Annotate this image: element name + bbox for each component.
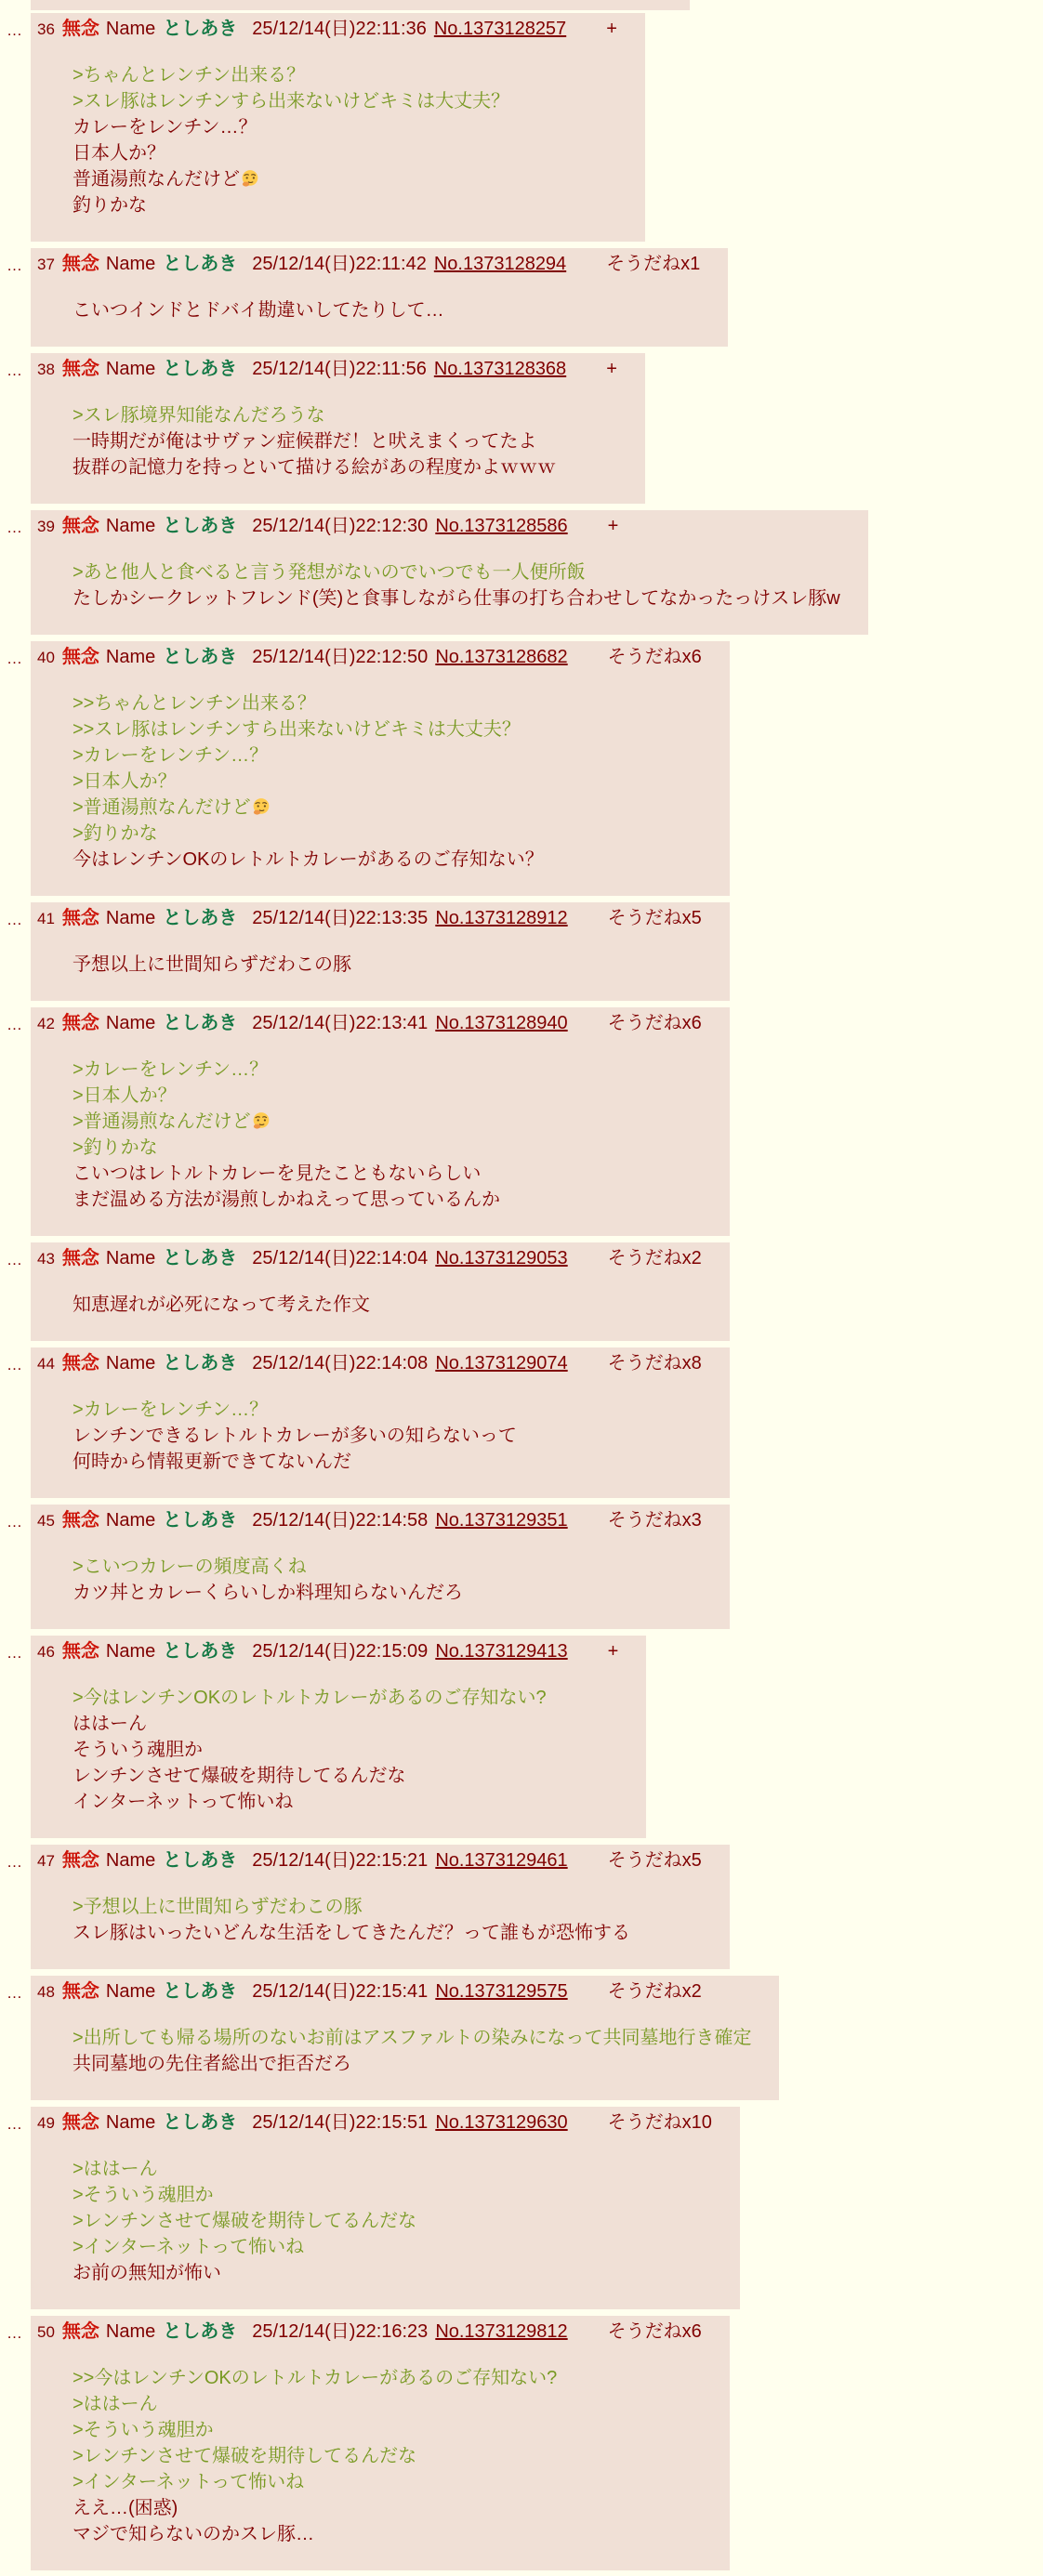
post-subject: 無念 bbox=[61, 1013, 99, 1033]
body-line: 何時から情報更新できてないんだ bbox=[73, 1452, 351, 1472]
post-datetime: 25/12/14(日)22:14:58 bbox=[252, 1510, 429, 1531]
post-no-link[interactable]: No.1373129074 bbox=[435, 1353, 568, 1373]
post-subject: 無念 bbox=[61, 359, 99, 379]
poster-name: としあき bbox=[163, 359, 238, 379]
post-menu-dots[interactable]: … bbox=[7, 1984, 23, 2002]
post-header bbox=[37, 905, 702, 932]
quote-line: >普通湯煎なんだけど bbox=[73, 795, 702, 821]
quote-line: >カレーをレンチン…？ bbox=[73, 1059, 269, 1080]
post-block bbox=[31, 902, 730, 1001]
previous-post-partial-block bbox=[31, 0, 690, 10]
quote-line: >ははーん bbox=[73, 2394, 158, 2414]
post-number: 44 bbox=[37, 1355, 55, 1373]
sodane-plus-button[interactable]: + bbox=[606, 359, 617, 379]
poster-name: としあき bbox=[163, 1013, 238, 1033]
post-menu-dots[interactable]: … bbox=[7, 1853, 23, 1871]
post-number: 36 bbox=[37, 20, 55, 38]
post-subject: 無念 bbox=[61, 908, 99, 928]
post-block bbox=[31, 1845, 730, 1969]
post-menu-dots[interactable]: … bbox=[7, 361, 23, 379]
post-row bbox=[0, 248, 1043, 347]
post-row bbox=[0, 641, 1043, 896]
post-datetime: 25/12/14(日)22:14:08 bbox=[252, 1353, 429, 1373]
post-subject: 無念 bbox=[61, 516, 99, 536]
post-number: 37 bbox=[37, 256, 55, 273]
post-menu-dots[interactable]: … bbox=[7, 650, 23, 667]
post-no-link[interactable]: No.1373129351 bbox=[435, 1510, 568, 1531]
post-subject: 無念 bbox=[61, 1981, 99, 2002]
post-subject: 無念 bbox=[61, 1248, 99, 1268]
post-header bbox=[37, 1350, 702, 1377]
post-row bbox=[0, 1007, 1043, 1236]
sodane-count[interactable]: そうだねx6 bbox=[607, 1013, 702, 1033]
post-subject: 無念 bbox=[61, 1510, 99, 1531]
post-block bbox=[31, 1636, 646, 1838]
sodane-count[interactable]: そうだねx10 bbox=[607, 2112, 712, 2133]
body-line: 予想以上に世間知らずだわこの豚 bbox=[73, 954, 351, 975]
sodane-count[interactable]: そうだねx5 bbox=[607, 908, 702, 928]
body-line: ええ…(困惑) bbox=[73, 2498, 178, 2518]
quote-line: >インターネットって怖いね bbox=[73, 2237, 305, 2257]
poster-name: としあき bbox=[163, 908, 238, 928]
post-datetime: 25/12/14(日)22:11:56 bbox=[252, 359, 427, 379]
poster-name: としあき bbox=[163, 1248, 238, 1268]
post-header bbox=[37, 356, 617, 383]
quote-line: >そういう魂胆か bbox=[73, 2185, 214, 2205]
quote-line: >出所しても帰る場所のないお前はアスファルトの染みになって共同墓地行き確定 bbox=[73, 2028, 752, 2048]
sodane-count[interactable]: そうだねx2 bbox=[607, 1981, 702, 2002]
post-body bbox=[73, 1397, 702, 1475]
quote-line: >そういう魂胆か bbox=[73, 2420, 214, 2440]
post-menu-dots[interactable]: … bbox=[7, 256, 23, 274]
post-datetime: 25/12/14(日)22:15:41 bbox=[252, 1981, 429, 2002]
name-label: Name bbox=[105, 647, 156, 667]
quote-line: >あと他人と食べると言う発想がないのでいつでも一人便所飯 bbox=[73, 562, 586, 583]
post-row bbox=[0, 2316, 1043, 2570]
quote-line: >釣りかな bbox=[73, 823, 158, 844]
name-label: Name bbox=[105, 1510, 156, 1531]
body-line: マジで知らないのかスレ豚… bbox=[73, 2524, 314, 2544]
quote-line: >日本人か？ bbox=[73, 771, 177, 792]
post-menu-dots[interactable]: … bbox=[7, 1356, 23, 1373]
post-header bbox=[37, 2109, 712, 2136]
post-number: 38 bbox=[37, 361, 55, 378]
post-body bbox=[73, 559, 840, 611]
sodane-count[interactable]: そうだねx6 bbox=[607, 2321, 702, 2342]
post-number: 50 bbox=[37, 2323, 55, 2341]
quote-line: >普通湯煎なんだけど bbox=[73, 1109, 702, 1135]
post-header bbox=[37, 16, 617, 43]
post-header bbox=[37, 513, 840, 540]
post-no-link[interactable]: No.1373128257 bbox=[433, 19, 567, 39]
quote-line: >>今はレンチンOKのレトルトカレーがあるのご存知ない? bbox=[73, 2368, 558, 2388]
post-body bbox=[73, 690, 702, 873]
quote-line: >ははーん bbox=[73, 2159, 158, 2179]
post-body bbox=[73, 952, 702, 978]
post-body bbox=[73, 1554, 702, 1606]
poster-name: としあき bbox=[163, 516, 238, 536]
body-line: まだ温める方法が湯煎しかねえって思っているんか bbox=[73, 1189, 500, 1210]
post-no-link[interactable]: No.1373129461 bbox=[435, 1850, 568, 1871]
post-menu-dots[interactable]: … bbox=[7, 1251, 23, 1268]
body-line: 釣りかな bbox=[73, 195, 147, 216]
post-subject: 無念 bbox=[61, 647, 99, 667]
post-header bbox=[37, 1507, 702, 1534]
post-subject: 無念 bbox=[61, 1353, 99, 1373]
post-datetime: 25/12/14(日)22:13:35 bbox=[252, 908, 429, 928]
poster-name: としあき bbox=[163, 647, 238, 667]
post-menu-dots[interactable]: … bbox=[7, 911, 23, 928]
quote-line: >予想以上に世間知らずだわこの豚 bbox=[73, 1897, 363, 1917]
post-menu-dots[interactable]: … bbox=[7, 1644, 23, 1662]
post-menu-dots[interactable]: … bbox=[7, 2115, 23, 2133]
body-line: 知恵遅れが必死になって考えた作文 bbox=[73, 1295, 370, 1315]
post-body bbox=[73, 297, 700, 323]
name-label: Name bbox=[105, 19, 156, 39]
quote-line: >スレ豚はレンチンすら出来ないけどキミは大丈夫？ bbox=[73, 91, 510, 112]
sodane-count[interactable]: そうだねx5 bbox=[607, 1850, 702, 1871]
post-block bbox=[31, 1007, 730, 1236]
post-no-link[interactable]: No.1373129630 bbox=[435, 2112, 568, 2133]
thinking-face-emoji bbox=[252, 1111, 271, 1130]
poster-name: としあき bbox=[163, 2112, 238, 2133]
poster-name: としあき bbox=[163, 1981, 238, 2002]
post-datetime: 25/12/14(日)22:11:36 bbox=[252, 19, 427, 39]
post-row bbox=[0, 1845, 1043, 1969]
post-subject: 無念 bbox=[61, 1850, 99, 1871]
poster-name: としあき bbox=[163, 1641, 238, 1662]
poster-name: としあき bbox=[163, 254, 238, 274]
post-row bbox=[0, 1347, 1043, 1498]
body-line: こいつインドとドバイ勘違いしてたりして… bbox=[73, 300, 444, 321]
thinking-face-emoji bbox=[252, 797, 271, 816]
post-block bbox=[31, 248, 728, 347]
post-subject: 無念 bbox=[61, 254, 99, 274]
body-line: レンチンさせて爆破を期待してるんだな bbox=[73, 1766, 406, 1786]
post-block bbox=[31, 2316, 730, 2570]
post-menu-dots[interactable]: … bbox=[7, 519, 23, 536]
sodane-plus-button[interactable]: + bbox=[607, 516, 619, 536]
name-label: Name bbox=[105, 1013, 156, 1033]
name-label: Name bbox=[105, 1248, 156, 1268]
name-label: Name bbox=[105, 1981, 156, 2002]
sodane-count[interactable]: そうだねx3 bbox=[607, 1510, 702, 1531]
post-menu-dots[interactable]: … bbox=[7, 21, 23, 39]
post-datetime: 25/12/14(日)22:15:21 bbox=[252, 1850, 429, 1871]
post-no-link[interactable]: No.1373128682 bbox=[435, 647, 568, 667]
quote-line: >レンチンさせて爆破を期待してるんだな bbox=[73, 2211, 417, 2231]
post-header bbox=[37, 251, 700, 278]
body-line: 抜群の記憶力を持っといて描ける絵があの程度かよｗｗｗ bbox=[73, 457, 556, 478]
post-no-link[interactable]: No.1373129053 bbox=[435, 1248, 568, 1268]
post-header bbox=[37, 1245, 702, 1272]
post-header bbox=[37, 2319, 702, 2346]
thinking-face-emoji bbox=[241, 169, 259, 188]
body-line: スレ豚はいったいどんな生活をしてきたんだ？って誰もが恐怖する bbox=[73, 1923, 630, 1943]
post-block bbox=[31, 641, 730, 896]
body-line: 共同墓地の先住者総出で拒否だろ bbox=[73, 2054, 351, 2074]
quote-line: >カレーをレンチン…？ bbox=[73, 745, 269, 766]
post-no-link[interactable]: No.1373129413 bbox=[435, 1641, 568, 1662]
body-line: カツ丼とカレーくらいしか料理知らないんだろ bbox=[73, 1583, 463, 1603]
sodane-count[interactable]: そうだねx6 bbox=[607, 647, 702, 667]
body-line: 一時期だが俺はサヴァン症候群だ！と吠えまくってたよ bbox=[73, 431, 537, 452]
quote-line: >レンチンさせて爆破を期待してるんだな bbox=[73, 2446, 417, 2466]
post-number: 42 bbox=[37, 1015, 55, 1032]
post-body bbox=[73, 62, 617, 218]
post-number: 47 bbox=[37, 1852, 55, 1870]
name-label: Name bbox=[105, 2321, 156, 2342]
quote-line: >日本人か？ bbox=[73, 1085, 177, 1106]
name-label: Name bbox=[105, 908, 156, 928]
post-row bbox=[0, 13, 1043, 242]
post-row bbox=[0, 1636, 1043, 1838]
post-number: 43 bbox=[37, 1250, 55, 1268]
post-datetime: 25/12/14(日)22:16:23 bbox=[252, 2321, 429, 2342]
poster-name: としあき bbox=[163, 1850, 238, 1871]
post-no-link[interactable]: No.1373129812 bbox=[435, 2321, 568, 2342]
quote-line: >>スレ豚はレンチンすら出来ないけどキミは大丈夫？ bbox=[73, 719, 521, 740]
post-menu-dots[interactable]: … bbox=[7, 1016, 23, 1033]
sodane-count[interactable]: そうだねx1 bbox=[606, 254, 701, 274]
post-number: 49 bbox=[37, 2114, 55, 2132]
name-label: Name bbox=[105, 1353, 156, 1373]
post-number: 39 bbox=[37, 518, 55, 535]
sodane-plus-button[interactable]: + bbox=[606, 19, 617, 39]
poster-name: としあき bbox=[163, 19, 238, 39]
post-subject: 無念 bbox=[61, 2321, 99, 2342]
name-label: Name bbox=[105, 516, 156, 536]
body-line: カレーをレンチン…？ bbox=[73, 117, 257, 138]
post-subject: 無念 bbox=[61, 1641, 99, 1662]
quote-line: >ちゃんとレンチン出来る？ bbox=[73, 65, 306, 85]
post-body bbox=[73, 402, 617, 480]
post-datetime: 25/12/14(日)22:12:30 bbox=[252, 516, 429, 536]
post-header bbox=[37, 1978, 751, 2005]
name-label: Name bbox=[105, 1850, 156, 1871]
post-body bbox=[73, 1057, 702, 1213]
post-body bbox=[73, 2156, 712, 2286]
post-header bbox=[37, 1638, 618, 1665]
post-block bbox=[31, 1505, 730, 1629]
body-line: インターネットって怖いね bbox=[73, 1792, 294, 1812]
post-row bbox=[0, 1976, 1043, 2100]
quote-line: >カレーをレンチン…？ bbox=[73, 1400, 269, 1420]
post-no-link[interactable]: No.1373128940 bbox=[435, 1013, 568, 1033]
body-line: 普通湯煎なんだけど bbox=[73, 166, 617, 192]
post-datetime: 25/12/14(日)22:12:50 bbox=[252, 647, 429, 667]
post-header bbox=[37, 1847, 702, 1874]
post-block bbox=[31, 1242, 730, 1341]
post-body bbox=[73, 1292, 702, 1318]
name-label: Name bbox=[105, 359, 156, 379]
post-number: 48 bbox=[37, 1983, 55, 2001]
post-datetime: 25/12/14(日)22:15:09 bbox=[252, 1641, 429, 1662]
body-line: そういう魂胆か bbox=[73, 1740, 203, 1760]
post-number: 40 bbox=[37, 649, 55, 666]
post-no-link[interactable]: No.1373128586 bbox=[435, 516, 568, 536]
post-body bbox=[73, 1894, 702, 1946]
post-number: 41 bbox=[37, 910, 55, 927]
body-line: たしかシークレットフレンド(笑)と食事しながら仕事の打ち合わせしてなかったっけスレ豚w bbox=[73, 588, 840, 609]
quote-line: >スレ豚境界知能なんだろうな bbox=[73, 405, 325, 426]
thread-reply-list bbox=[0, 13, 1043, 2576]
poster-name: としあき bbox=[163, 1353, 238, 1373]
poster-name: としあき bbox=[163, 1510, 238, 1531]
sodane-plus-button[interactable]: + bbox=[607, 1641, 619, 1662]
post-number: 45 bbox=[37, 1512, 55, 1530]
post-block bbox=[31, 2107, 740, 2309]
post-body bbox=[73, 2025, 751, 2077]
post-datetime: 25/12/14(日)22:14:04 bbox=[252, 1248, 429, 1268]
post-header bbox=[37, 1010, 702, 1037]
post-row bbox=[0, 1242, 1043, 1341]
post-block bbox=[31, 510, 868, 635]
post-row bbox=[0, 902, 1043, 1001]
quote-line: >今はレンチンOKのレトルトカレーがあるのご存知ない? bbox=[73, 1688, 547, 1708]
sodane-count[interactable]: そうだねx2 bbox=[607, 1248, 702, 1268]
body-line: レンチンできるレトルトカレーが多いの知らないって bbox=[73, 1426, 517, 1446]
post-block bbox=[31, 1976, 779, 2100]
post-row bbox=[0, 510, 1043, 635]
post-no-link[interactable]: No.1373128912 bbox=[435, 908, 568, 928]
post-datetime: 25/12/14(日)22:11:42 bbox=[252, 254, 427, 274]
quote-line: >インターネットって怖いね bbox=[73, 2472, 305, 2492]
body-line: お前の無知が怖い bbox=[73, 2263, 221, 2283]
quote-line: >こいつカレーの頻度高くね bbox=[73, 1557, 307, 1577]
poster-name: としあき bbox=[163, 2321, 238, 2342]
body-line: 今はレンチンOKのレトルトカレーがあるのご存知ない？ bbox=[73, 849, 544, 870]
quote-line: >釣りかな bbox=[73, 1137, 158, 1158]
post-row bbox=[0, 2107, 1043, 2309]
post-no-link[interactable]: No.1373129575 bbox=[435, 1981, 568, 2002]
post-subject: 無念 bbox=[61, 19, 99, 39]
name-label: Name bbox=[105, 1641, 156, 1662]
post-menu-dots[interactable]: … bbox=[7, 2324, 23, 2342]
post-row bbox=[0, 1505, 1043, 1629]
name-label: Name bbox=[105, 2112, 156, 2133]
post-body bbox=[73, 1685, 618, 1815]
post-menu-dots[interactable]: … bbox=[7, 1513, 23, 1531]
post-block bbox=[31, 353, 645, 504]
post-no-link[interactable]: No.1373128294 bbox=[433, 254, 567, 274]
post-number: 46 bbox=[37, 1643, 55, 1661]
body-line: こいつはレトルトカレーを見たこともないらしい bbox=[73, 1163, 482, 1184]
post-no-link[interactable]: No.1373128368 bbox=[433, 359, 567, 379]
post-header bbox=[37, 644, 702, 671]
body-line: 日本人か？ bbox=[73, 143, 165, 164]
post-datetime: 25/12/14(日)22:13:41 bbox=[252, 1013, 429, 1033]
post-body bbox=[73, 2365, 702, 2547]
body-line: ははーん bbox=[73, 1714, 147, 1734]
name-label: Name bbox=[105, 254, 156, 274]
post-row bbox=[0, 353, 1043, 504]
post-block bbox=[31, 13, 645, 242]
quote-line: >>ちゃんとレンチン出来る？ bbox=[73, 693, 316, 714]
post-datetime: 25/12/14(日)22:15:51 bbox=[252, 2112, 429, 2133]
post-block bbox=[31, 1347, 730, 1498]
sodane-count[interactable]: そうだねx8 bbox=[607, 1353, 702, 1373]
post-subject: 無念 bbox=[61, 2112, 99, 2133]
